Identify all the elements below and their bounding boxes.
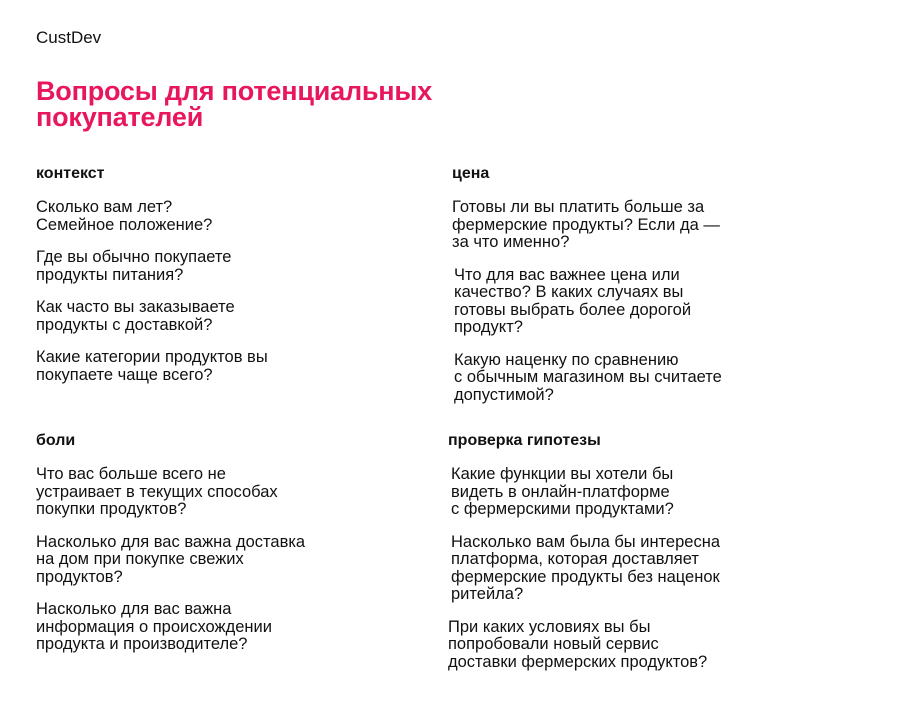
section-hypothesis bbox=[448, 431, 768, 671]
question-line: Какие категории продуктов вы bbox=[36, 348, 268, 366]
question-line: Какие функции вы хотели бы bbox=[451, 465, 674, 483]
section-title-context: контекст bbox=[36, 165, 105, 182]
question bbox=[452, 199, 772, 252]
question bbox=[448, 619, 768, 672]
question bbox=[36, 349, 366, 384]
question-line: доставки фермерских продуктов? bbox=[448, 652, 708, 671]
question-line: продукты с доставкой? bbox=[36, 315, 213, 334]
question bbox=[452, 352, 772, 405]
question-line: попробовали новый сервис bbox=[448, 635, 659, 653]
question-line: Насколько для вас важна доставка bbox=[36, 532, 306, 551]
section-context bbox=[36, 164, 366, 384]
question-line: При каких условиях вы бы bbox=[448, 617, 651, 636]
question bbox=[36, 249, 366, 284]
section-price bbox=[452, 164, 772, 404]
question-line: устраивает в текущих способах bbox=[36, 482, 278, 501]
question-line: Семейное положение? bbox=[36, 215, 213, 234]
question-line: фермерские продукты? Если да — bbox=[452, 215, 720, 234]
question bbox=[452, 267, 772, 337]
question bbox=[36, 601, 346, 654]
question-line: продукты питания? bbox=[36, 265, 184, 284]
question-line: Где вы обычно покупаете bbox=[36, 248, 232, 266]
page-title-line-2: покупателей bbox=[36, 102, 204, 132]
question-line: продукт? bbox=[454, 318, 523, 336]
question-line: качество? В каких случаях вы bbox=[454, 283, 684, 301]
question-line: покупаете чаще всего? bbox=[36, 365, 213, 384]
question-line: на дом при покупке свежих bbox=[36, 550, 244, 568]
section-title-hypothesis: проверка гипотезы bbox=[448, 432, 601, 449]
question-line: Готовы ли вы платить больше за bbox=[452, 198, 705, 216]
question-line: допустимой? bbox=[454, 385, 554, 404]
question-line: с фермерскими продуктами? bbox=[451, 500, 674, 518]
question-line: Насколько для вас важна bbox=[36, 600, 232, 618]
question bbox=[36, 466, 346, 519]
question-line: Как часто вы заказываете bbox=[36, 298, 235, 316]
question-line: с обычным магазином вы считаете bbox=[454, 368, 722, 386]
question-line: Насколько вам была бы интересна bbox=[451, 532, 720, 551]
question-line: видеть в онлайн-платформе bbox=[451, 482, 670, 501]
question-line: за что именно? bbox=[452, 233, 570, 251]
header-label: CustDev bbox=[36, 28, 102, 47]
section-title-pains: боли bbox=[36, 432, 76, 449]
question-line: Что для вас важнее цена или bbox=[454, 265, 680, 284]
question-line: информация о происхождении bbox=[36, 617, 272, 636]
question-line: продуктов? bbox=[36, 567, 123, 586]
question-line: фермерские продукты без наценок bbox=[451, 567, 720, 586]
question-line: Какую наценку по сравнению bbox=[454, 350, 679, 369]
page-title bbox=[36, 78, 556, 130]
question bbox=[448, 534, 768, 604]
question bbox=[36, 534, 346, 587]
section-title-price: цена bbox=[452, 165, 490, 182]
question-line: Что вас больше всего не bbox=[36, 465, 226, 483]
question-line: Сколько вам лет? bbox=[36, 198, 173, 216]
question-line: покупки продуктов? bbox=[36, 500, 187, 518]
section-pains bbox=[36, 431, 346, 654]
question-line: продукта и производителе? bbox=[36, 635, 248, 653]
question bbox=[36, 299, 366, 334]
question-line: ритейла? bbox=[451, 585, 524, 603]
question bbox=[36, 199, 366, 234]
question-line: готовы выбрать более дорогой bbox=[454, 300, 692, 319]
page-title-line-1: Вопросы для потенциальных bbox=[36, 76, 433, 106]
question bbox=[448, 466, 768, 519]
question-line: платформа, которая доставляет bbox=[451, 550, 699, 568]
